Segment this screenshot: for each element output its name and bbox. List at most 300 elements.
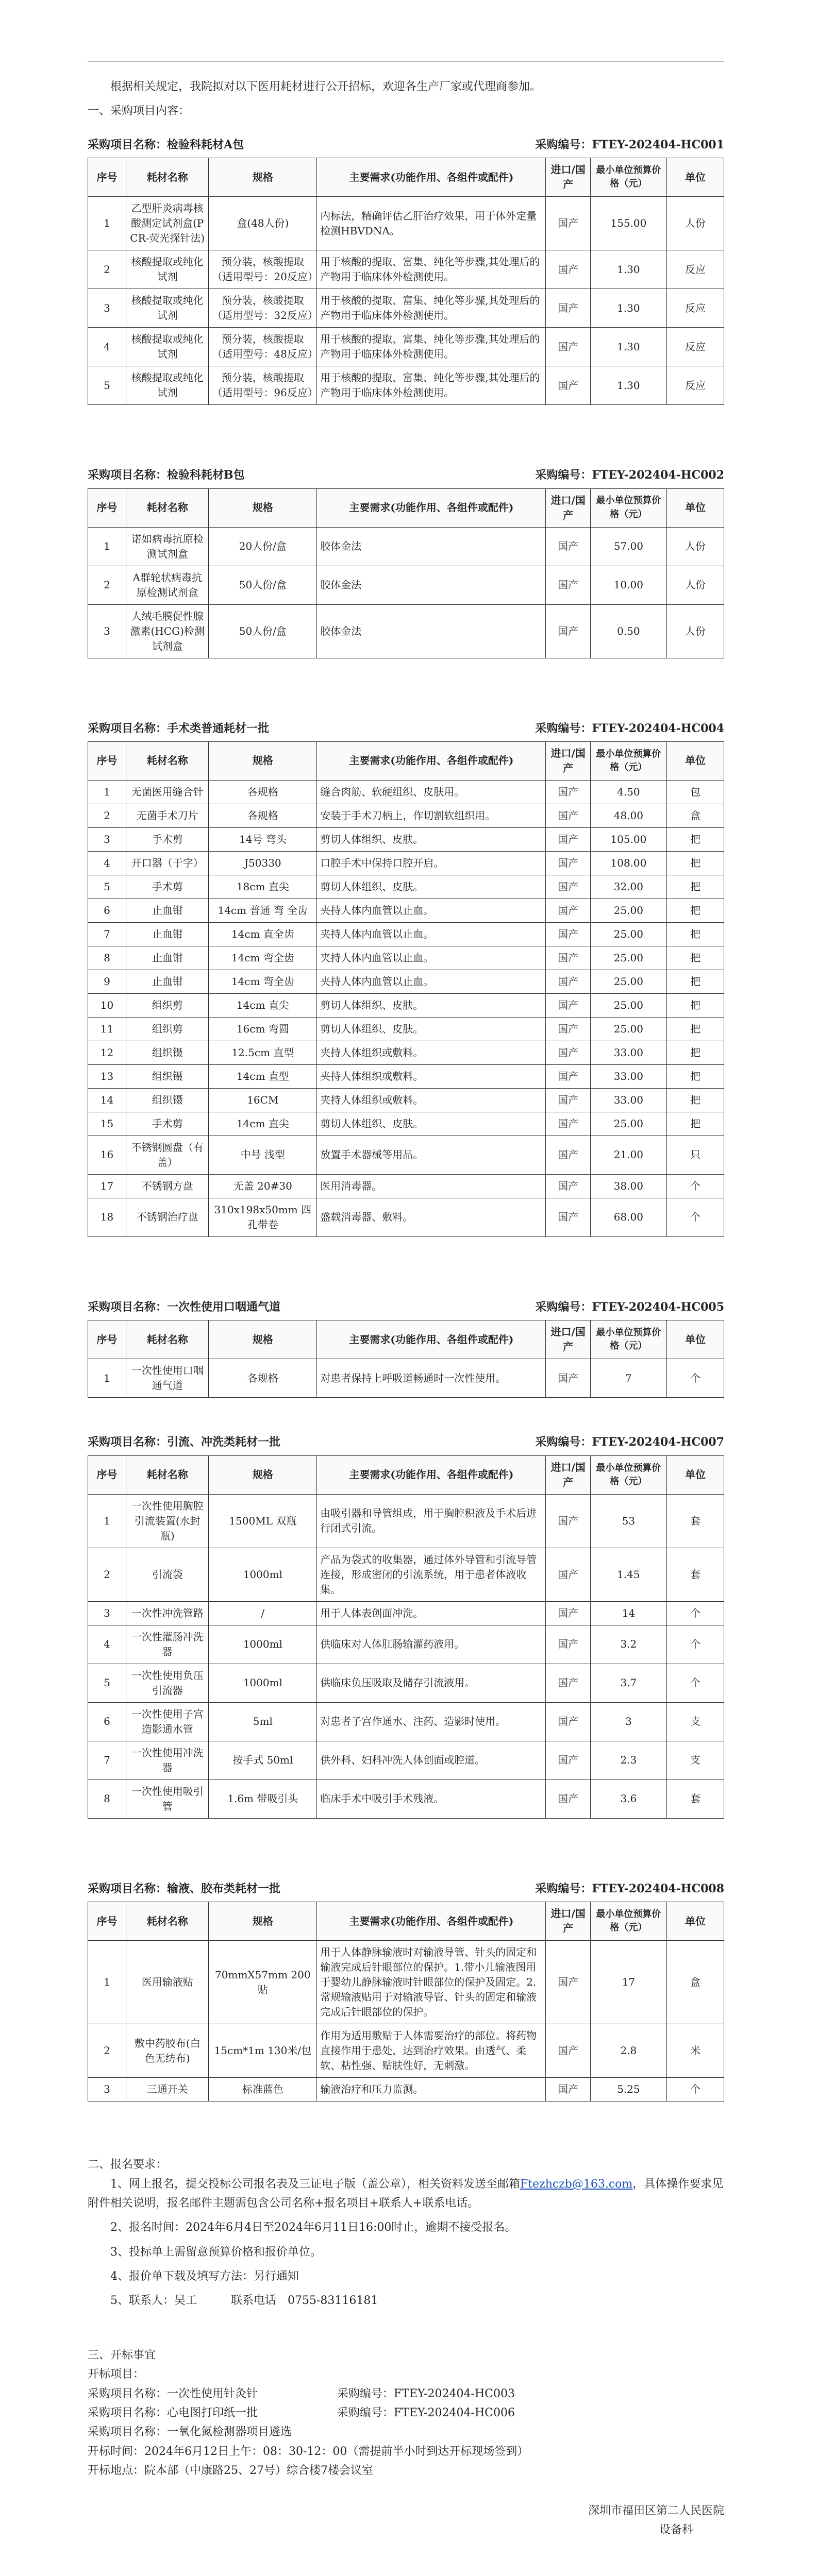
table-cell: 5 [88,1664,126,1702]
table-cell: 1 [88,197,126,250]
table-cell: 25.00 [590,899,666,922]
section-3-line-2: 采购项目名称：心电图打印纸一批 采购编号：FTEY-202404-HC006 [88,2406,515,2420]
table-cell: 个 [666,1198,724,1236]
table-cell: 对患者子宫作通水、注药、造影时使用。 [317,1702,546,1741]
table-cell: 50人份/盒 [209,566,317,604]
project-6-code: 采购编号：FTEY-202404-HC008 [535,1882,724,1895]
column-header: 耗材名称 [126,741,209,780]
table-cell: 预分装，核酸提取（适用型号：20反应） [209,250,317,289]
table-cell: 供外科、妇科冲洗人体创面或腔道。 [317,1741,546,1780]
table-cell: 国产 [546,875,590,899]
table-cell: 套 [666,1780,724,1818]
table-cell: 供临床负压吸取及储存引流液用。 [317,1664,546,1702]
table-cell: 14 [590,1601,666,1625]
intro-paragraph: 根据相关规定，我院拟对以下医用耗材进行公开招标，欢迎各生产厂家或代理商参加。 [110,80,542,93]
table-cell: 剪切人体组织、皮肤。 [317,875,546,899]
table-row [88,1780,724,1818]
table-cell: 国产 [546,1780,590,1818]
table-cell: 一次性使用负压引流器 [126,1664,209,1702]
table-cell: 输液治疗和压力监测。 [317,2078,546,2102]
project-2-name: 采购项目名称：检验科耗材B包 [88,468,245,482]
table-cell: 人份 [666,604,724,658]
table-cell: 国产 [546,922,590,946]
table-cell: 1 [88,780,126,804]
table-cell: 14cm 直尖 [209,1112,317,1136]
table-cell: 把 [666,1112,724,1136]
table-cell: 一次性冲洗管路 [126,1601,209,1625]
table-cell: 105.00 [590,827,666,851]
table-cell: 剪切人体组织、皮肤。 [317,1017,546,1041]
table-cell: 21.00 [590,1136,666,1174]
table-cell: 70mmX57mm 200贴 [209,1941,317,2024]
table-cell: 核酸提取或纯化试剂 [126,366,209,405]
column-header: 主要需求(功能作用、各组件或配件) [317,1902,546,1941]
table-cell: 按手式 50ml [209,1741,317,1780]
column-header: 最小单位预算价格（元） [590,158,666,197]
table-cell: 国产 [546,197,590,250]
table-cell: 反应 [666,328,724,366]
table-cell: 盒 [666,804,724,827]
table-cell: 把 [666,1064,724,1088]
project-4-table [88,1320,724,1398]
table-cell: 口腔手术中保持口腔开启。 [317,851,546,875]
table-cell: 国产 [546,780,590,804]
column-header: 单位 [666,1455,724,1494]
column-header: 规格 [209,158,317,197]
table-row [88,970,724,993]
table-cell: 盛载消毒器、敷料。 [317,1198,546,1236]
table-cell: 国产 [546,1548,590,1601]
project-1-tbody [88,197,724,405]
project-4-tbody [88,1359,724,1398]
table-row [88,993,724,1017]
table-cell: A群轮状病毒抗原检测试剂盒 [126,566,209,604]
table-row [88,1088,724,1112]
table-row [88,1174,724,1198]
section-3-time: 开标时间：2024年6月12日上午：08：30-12：00（需提前半小时到达开标现场签到） [88,2445,529,2458]
column-header: 进口/国产 [546,1902,590,1941]
project-1-code: 采购编号：FTEY-202404-HC001 [535,138,724,151]
table-row [88,1664,724,1702]
project-2-tbody [88,527,724,658]
table-cell: 止血钳 [126,922,209,946]
project-4-header [88,1298,724,1317]
project-3-name: 采购项目名称：手术类普通耗材一批 [88,721,270,735]
table-cell: 手术剪 [126,827,209,851]
table-cell: 1.30 [590,250,666,289]
table-cell: 4 [88,328,126,366]
table-row [88,1625,724,1664]
section-2-item-4: 4、报价单下载及填写方法：另行通知 [110,2270,299,2283]
table-row [88,197,724,250]
table-cell: 5ml [209,1702,317,1741]
table-cell: 6 [88,899,126,922]
table-cell: 25.00 [590,922,666,946]
column-header: 最小单位预算价格（元） [590,488,666,527]
table-cell: 引流袋 [126,1548,209,1601]
table-cell: 33.00 [590,1041,666,1064]
table-cell: 3 [88,2078,126,2102]
table-cell: 不锈钢方盘 [126,1174,209,1198]
table-cell: 国产 [546,1625,590,1664]
table-cell: 5 [88,366,126,405]
section-heading-3: 三、开标事宜 [88,2348,156,2362]
table-row [88,1041,724,1064]
table-cell: 一次性使用吸引管 [126,1780,209,1818]
table-cell: 安装于手术刀柄上，作切割软组织用。 [317,804,546,827]
column-header: 规格 [209,1902,317,1941]
table-cell: 组织剪 [126,1017,209,1041]
table-cell: 医用消毒器。 [317,1174,546,1198]
project-3-header [88,719,724,738]
table-cell: 国产 [546,946,590,970]
email-link[interactable]: Ftezhczb@163.com [520,2177,633,2191]
table-cell: 核酸提取或纯化试剂 [126,289,209,328]
table-cell: 人份 [666,197,724,250]
table-row [88,2024,724,2078]
table-cell: 7 [88,1741,126,1780]
table-cell: 反应 [666,289,724,328]
project-5-name: 采购项目名称：引流、冲洗类耗材一批 [88,1435,281,1449]
table-cell: 夹持人体组织或敷料。 [317,1064,546,1088]
table-row [88,366,724,405]
table-row [88,527,724,566]
table-cell: 用于核酸的提取、富集、纯化等步骤,其处理后的产物用于临床体外检测使用。 [317,289,546,328]
table-cell: 16CM [209,1088,317,1112]
table-cell: 把 [666,827,724,851]
project-5-code: 采购编号：FTEY-202404-HC007 [535,1435,724,1449]
table-cell: 一次性灌肠冲洗器 [126,1625,209,1664]
table-cell: 1000ml [209,1625,317,1664]
table-cell: 胶体金法 [317,566,546,604]
table-cell: 一次性使用口咽通气道 [126,1359,209,1398]
column-header: 主要需求(功能作用、各组件或配件) [317,1320,546,1359]
table-cell: 14cm 直尖 [209,993,317,1017]
table-cell: 不锈钢圆盘（有盖） [126,1136,209,1174]
table-cell: 用于人体表创面冲洗。 [317,1601,546,1625]
column-header: 进口/国产 [546,741,590,780]
table-cell: 2 [88,2024,126,2078]
table-cell: 作用为适用敷贴于人体需要治疗的部位。将药物直接作用于患处，达到治疗效果。由透气、柔软、粘性强、贴肤性好，无刺激。 [317,2024,546,2078]
table-cell: 57.00 [590,527,666,566]
table-row [88,1359,724,1398]
table-row [88,1198,724,1236]
table-cell: 乙型肝炎病毒核酸测定试剂盒(PCR-荧光探针法) [126,197,209,250]
table-cell: 用于核酸的提取、富集、纯化等步骤,其处理后的产物用于临床体外检测使用。 [317,366,546,405]
table-row [88,875,724,899]
table-cell: 临床手术中吸引手术残液。 [317,1780,546,1818]
table-cell: 国产 [546,604,590,658]
table-cell: 组织镊 [126,1041,209,1064]
table-cell: J50330 [209,851,317,875]
table-cell: 夹持人体内血管以止血。 [317,970,546,993]
table-cell: 16cm 弯圆 [209,1017,317,1041]
project-6-header [88,1879,724,1899]
table-cell: 5 [88,875,126,899]
table-cell: 把 [666,993,724,1017]
project-1-table [88,158,724,405]
table-cell: 夹持人体组织或敷料。 [317,1088,546,1112]
table-cell: 各规格 [209,1359,317,1398]
table-cell: 套 [666,1548,724,1601]
section-3 [88,2346,724,2481]
table-cell: 一次性使用冲洗器 [126,1741,209,1780]
table-cell: 1000ml [209,1664,317,1702]
table-cell: 预分装，核酸提取（适用型号：48反应） [209,328,317,366]
table-cell: 国产 [546,1702,590,1741]
table-cell: 无菌医用缝合针 [126,780,209,804]
column-header: 序号 [88,1455,126,1494]
table-cell: 12.5cm 直型 [209,1041,317,1064]
table-cell: 14cm 普通 弯 全齿 [209,899,317,922]
table-cell: 盒(48人份) [209,197,317,250]
table-row [88,1136,724,1174]
table-cell: 1500ML 双瓶 [209,1494,317,1548]
table-cell: 48.00 [590,804,666,827]
table-cell: 14号 弯头 [209,827,317,851]
table-cell: 1.6m 带吸引头 [209,1780,317,1818]
table-cell: 剪切人体组织、皮肤。 [317,1112,546,1136]
table-cell: 1000ml [209,1548,317,1601]
table-cell: 国产 [546,970,590,993]
table-cell: 无盖 20#30 [209,1174,317,1198]
project-3-code: 采购编号：FTEY-202404-HC004 [535,721,724,735]
project-5-table [88,1455,724,1819]
table-cell: 国产 [546,804,590,827]
table-cell: 国产 [546,1136,590,1174]
table-cell: 12 [88,1041,126,1064]
table-cell: 4.50 [590,780,666,804]
table-cell: 反应 [666,366,724,405]
table-cell: 3 [590,1702,666,1741]
table-cell: 国产 [546,2078,590,2102]
table-cell: 国产 [546,1941,590,2024]
column-header: 进口/国产 [546,488,590,527]
table-cell: 夹持人体内血管以止血。 [317,946,546,970]
table-header-row [88,1320,724,1359]
table-cell: 6 [88,1702,126,1741]
hospital-name: 深圳市福田区第二人民医院 [588,2504,724,2517]
table-cell: 15cm*1m 130米/包 [209,2024,317,2078]
table-cell: 14cm 直全齿 [209,922,317,946]
table-cell: 7 [88,922,126,946]
table-cell: 国产 [546,289,590,328]
section-heading-1: 一、采购项目内容： [88,105,190,118]
project-4-code: 采购编号：FTEY-202404-HC005 [535,1300,724,1314]
table-cell: 8 [88,946,126,970]
table-cell: 开口器（于字） [126,851,209,875]
table-cell: 人绒毛膜促性腺激素(HCG)检测试剂盒 [126,604,209,658]
column-header: 最小单位预算价格（元） [590,1455,666,1494]
section-2-item-5: 5、联系人：吴工 联系电话 0755-83116181 [110,2294,378,2308]
table-cell: 用于人体静脉输液时对输液导管、针头的固定和输液完成后针眼部位的保护。1.带小儿输液图用于婴幼儿静脉输液时针眼部位的保护及固定。2.常规输液贴用于对输液导管、针头的固定和输液完成后针眼部位的保护。 [317,1941,546,2024]
table-cell: 内标法，精确评估乙肝治疗效果，用于体外定量检测HBVDNA。 [317,197,546,250]
project-6-tbody [88,1941,724,2102]
table-row [88,1064,724,1088]
table-cell: 把 [666,899,724,922]
table-cell: 国产 [546,250,590,289]
table-row [88,780,724,804]
table-cell: 一次性使用子宫造影通水管 [126,1702,209,1741]
column-header: 主要需求(功能作用、各组件或配件) [317,1455,546,1494]
table-cell: 310x198x50mm 四孔带卷 [209,1198,317,1236]
table-row [88,1741,724,1780]
table-cell: 把 [666,875,724,899]
table-cell: 14cm 直型 [209,1064,317,1088]
column-header: 单位 [666,1902,724,1941]
table-cell: 25.00 [590,970,666,993]
table-cell: 放置手术器械等用品。 [317,1136,546,1174]
table-cell: 预分装，核酸提取（适用型号：32反应） [209,289,317,328]
table-cell: 国产 [546,1041,590,1064]
project-6-name: 采购项目名称：输液、胶布类耗材一批 [88,1882,281,1895]
table-cell: 2.8 [590,2024,666,2078]
column-header: 进口/国产 [546,158,590,197]
table-cell: 三通开关 [126,2078,209,2102]
table-cell: 国产 [546,1601,590,1625]
section-2-item-1: 1、网上报名，提交投标公司报名表及三证电子版（盖公章），相关资料发送至邮箱Ftezhczb@163.com，具体操作要求见附件相关说明，报名邮件主题需包含公司名称+报名项目+联系人+联系电话。 [88,2177,724,2210]
table-cell: 1 [88,527,126,566]
column-header: 单位 [666,158,724,197]
section-3-place: 开标地点：院本部（中康路25、27号）综合楼7楼会议室 [88,2464,373,2478]
table-cell: 胶体金法 [317,604,546,658]
column-header: 耗材名称 [126,1320,209,1359]
column-header: 最小单位预算价格（元） [590,1902,666,1941]
table-cell: 止血钳 [126,899,209,922]
project-3-table [88,741,724,1237]
table-cell: 国产 [546,2024,590,2078]
section-2-item-3: 3、投标单上需留意预算价格和报价单位。 [110,2245,322,2259]
table-cell: 把 [666,946,724,970]
table-row [88,1702,724,1741]
table-header-row [88,741,724,780]
table-row [88,827,724,851]
table-cell: 国产 [546,527,590,566]
table-row [88,289,724,328]
table-cell: 用于核酸的提取、富集、纯化等步骤,其处理后的产物用于临床体外检测使用。 [317,328,546,366]
table-cell: 25.00 [590,993,666,1017]
table-cell: 国产 [546,899,590,922]
table-cell: 米 [666,2024,724,2078]
section-3-line-1: 采购项目名称：一次性使用针灸针 采购编号：FTEY-202404-HC003 [88,2387,515,2400]
table-row [88,328,724,366]
table-cell: 8 [88,1780,126,1818]
table-row [88,922,724,946]
table-cell: 3.2 [590,1625,666,1664]
table-cell: 组织镊 [126,1088,209,1112]
column-header: 进口/国产 [546,1320,590,1359]
table-cell: 止血钳 [126,970,209,993]
table-row [88,1941,724,2024]
table-header-row [88,158,724,197]
column-header: 耗材名称 [126,158,209,197]
table-cell: 国产 [546,1017,590,1041]
table-cell: 剪切人体组织、皮肤。 [317,827,546,851]
table-cell: 国产 [546,328,590,366]
table-cell: 个 [666,1601,724,1625]
column-header: 序号 [88,741,126,780]
table-cell: 各规格 [209,780,317,804]
table-cell: 标准蓝色 [209,2078,317,2102]
column-header: 规格 [209,741,317,780]
column-header: 最小单位预算价格（元） [590,1320,666,1359]
table-cell: 个 [666,1174,724,1198]
table-cell: 缝合肉筋、软硬组织、皮肤用。 [317,780,546,804]
column-header: 序号 [88,1320,126,1359]
project-3-tbody [88,780,724,1236]
table-cell: 0.50 [590,604,666,658]
table-cell: 国产 [546,1359,590,1398]
table-cell: 医用输液贴 [126,1941,209,2024]
table-cell: 17 [590,1941,666,2024]
table-header-row [88,1902,724,1941]
section-3-projects-label: 开标项目： [88,2368,145,2381]
section-2 [88,2155,724,2311]
table-row [88,566,724,604]
table-cell: 11 [88,1017,126,1041]
table-cell: 用于核酸的提取、富集、纯化等步骤,其处理后的产物用于临床体外检测使用。 [317,250,546,289]
table-header-row [88,488,724,527]
column-header: 耗材名称 [126,488,209,527]
table-header-row [88,1455,724,1494]
project-6-table [88,1902,724,2102]
table-row [88,1017,724,1041]
section-3-line-3: 采购项目名称：一氧化氮检测器项目遴选 [88,2426,292,2439]
project-5-header [88,1433,724,1452]
table-cell: 5.25 [590,2078,666,2102]
table-cell: 组织剪 [126,993,209,1017]
column-header: 规格 [209,488,317,527]
table-cell: 38.00 [590,1174,666,1198]
table-cell: 不锈钢治疗盘 [126,1198,209,1236]
table-cell: 包 [666,780,724,804]
table-cell: 108.00 [590,851,666,875]
table-cell: 组织镊 [126,1064,209,1088]
column-header: 耗材名称 [126,1902,209,1941]
table-cell: 诺如病毒抗原检测试剂盒 [126,527,209,566]
table-cell: 1.30 [590,328,666,366]
table-cell: 只 [666,1136,724,1174]
table-cell: 14cm 弯全齿 [209,946,317,970]
table-cell: 由吸引器和导管组成，用于胸腔积液及手术后进行闭式引流。 [317,1494,546,1548]
table-cell: 支 [666,1741,724,1780]
table-cell: 个 [666,1625,724,1664]
table-cell: 2 [88,1548,126,1601]
table-row [88,250,724,289]
project-4-name: 采购项目名称：一次性使用口咽通气道 [88,1300,281,1314]
table-cell: 核酸提取或纯化试剂 [126,250,209,289]
table-cell: 个 [666,1359,724,1398]
table-cell: 国产 [546,1064,590,1088]
table-row [88,804,724,827]
table-cell: 套 [666,1494,724,1548]
table-cell: 国产 [546,1088,590,1112]
table-cell: 反应 [666,250,724,289]
table-cell: 53 [590,1494,666,1548]
table-cell: 15 [88,1112,126,1136]
table-cell: 一次性使用胸腔引流装置(水封瓶) [126,1494,209,1548]
table-cell: 国产 [546,993,590,1017]
table-cell: 13 [88,1064,126,1088]
table-cell: 3 [88,1601,126,1625]
project-1-header [88,135,724,155]
table-cell: 手术剪 [126,875,209,899]
table-cell: 盒 [666,1941,724,2024]
table-row [88,851,724,875]
table-cell: 33.00 [590,1064,666,1088]
table-cell: 各规格 [209,804,317,827]
table-cell: 人份 [666,527,724,566]
